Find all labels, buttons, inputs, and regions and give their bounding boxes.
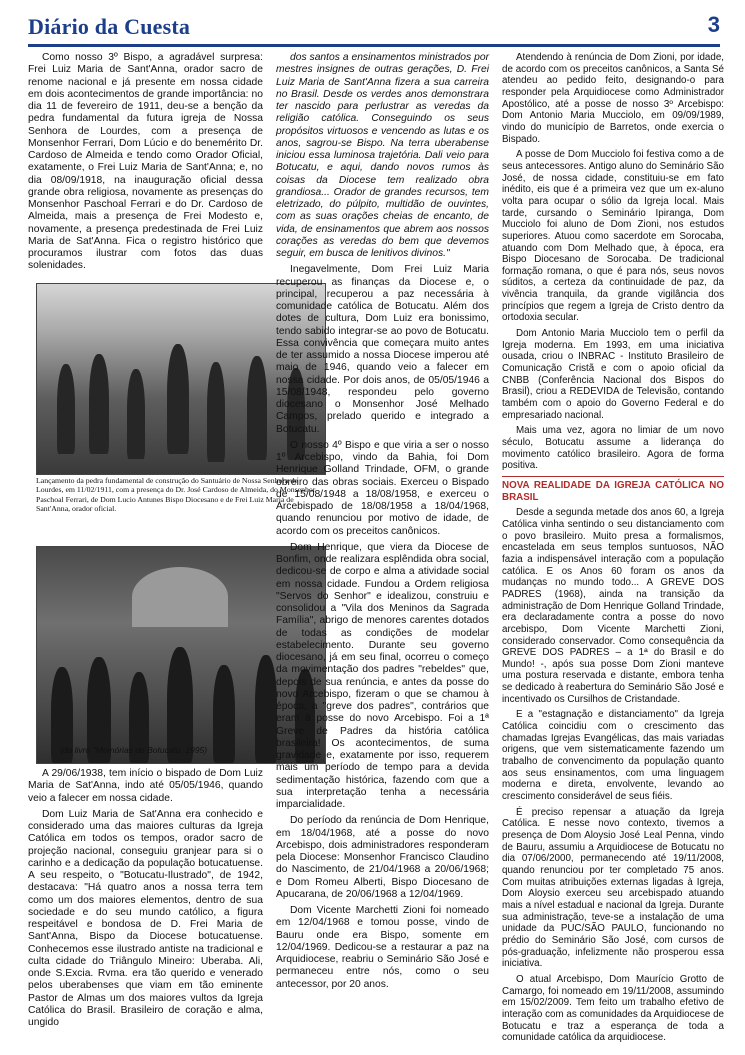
paragraph: Dom Antonio Maria Mucciolo tem o perfil da Igreja moderna. Em 1993, em uma iniciativa ousada, criou o INBRAC - Instituto Brasileiro de Comunicação Cristã e com o apoio oficial da CNBB (Conferência Nacional dos Bispos do Brasil), criou a REDEVIDA de Televisão, contando também com o apoio do Governo Federal e do empresariado nacional. [502, 328, 724, 421]
photo-source: (do livro "Memórias de Botucatu, 1995) [60, 745, 208, 755]
paragraph: Dom Henrique, que viera da Diocese de Bonfim, onde realizara esplêndida obra social, dedicou-se de corpo e alma a atividade social em nossa cidade. Fundou a Ordem religiosa "Servos do Senhor" e idealizou, construiu e consolidou a "Vila dos Meninos da Sagrada Família", abrigo de menores carentes dotados de todas as condições de modelar estabelecimento. Durante seu governo diocesano, já em seu final, ocorreu o começo da movimentação dos padres "rebeldes" que, depois de sua renúncia, e antes da posse do novo Arcebispo, fizeram o que se chamou à época, a "greve dos padres", contrários que eram à posse do novo Arcebispo. Foi a 1ª Greve de Padres da história católica brasileira! Os acontecimentos, de suma gravidade e, exatamente por isso, requerem mais um período de tempo para a devida sedimentação histórica, fazendo com que a sua interpretação tenha a necessária imparcialidade. [276, 541, 489, 810]
column-3 [502, 52, 724, 1048]
paragraph: O nosso 4º Bispo e que viria a ser o nosso 1º Arcebispo, vindo da Bahia, foi Dom Henrique Golland Trindade, OFM, o grande obreiro das obras sociais. Exerceu o Bispado de 15/08/1948 a 18/08/1958, e exerceu o Arcebispado de 18/08/1958 a 18/04/1968, quando renunciou por motivo de idade, de acordo com os preceitos canônicos. [276, 439, 489, 537]
paragraph: A 29/06/1938, tem início o bispado de Dom Luiz Maria de Sat'Anna, indo até 05/05/1946, quando veio a falecer em nossa cidade. [28, 768, 263, 804]
paragraph: Desde a segunda metade dos anos 60, a Igreja Católica vinha sentindo o seu distanciamento com o povo brasileiro. Muito presa a formalismos, encastelada em seus templos suntuosos, NÃO fazia a indispensável interação com a população católica. E os Anos 60 foram os anos da mudanças no mundo todo... A GREVE DOS PADRES (1968), ainda na transição da administração de Dom Henrique Golland Trindade, era declaradamente contra a posse do novo arcebispo, Dom Vicente Marchetti Zioni, considerado conservador. Como consequência da GREVE DOS PADRES – a 1ª do Brasil e do Mundo! -, após sua posse Dom Zioni manteve uma postura reservada e distante, embora tenha se dedicado à reabertura do Seminário São José e incentivado os Cursilhos de Cristandade. [502, 507, 724, 705]
section-heading: NOVA REALIDADE DA IGREJA CATÓLICA NO BRASIL [502, 476, 724, 503]
page-number: 3 [707, 12, 720, 37]
paragraph: Dom Luiz Maria de Sat'Anna era conhecido e considerado uma das maiores culturas da Igreja Católica em todos os tempos, orador sacro de projeção nacional, conseguiu granjear para si o carinho e a dedicação da população botucatuense. A seu respeito, o "Botucatu-Ilustrado", de 1942, destacava: "Há quatro anos a nossa terra tem como um dos maiores elementos, dentro de sua sociedade e do seu mundo católico, a figura respeitável e bondosa de D. Frei Maria de Sant'Anna, Bispo da Diocese botucatuense. Conhecemos esse ilustrado antiste na tradicional e culta cidade do Triângulo Mineiro: Uberaba. Ali, onde S.Excia. Rvma. era tão querido e venerado pelos uberabenses que viam em tão eminente Pastor de Almas um dos maiores vultos da Igreja Católica do Brasil. Brasileiro de coração e alma, ungido [28, 808, 263, 1028]
paragraph: Do período da renúncia de Dom Henrique, em 18/04/1968, até a posse do novo Arcebispo, dois administradores responderam pela Diocese: Monsenhor Francisco Claudino do Nascimento, de 21/04/1968 a 20/06/1968; e Dom Romeu Alberti, Bispo Diocesano de Apucarana, de 20/06/1968 a 12/04/1969. [276, 815, 489, 900]
paragraph: Mais uma vez, agora no limiar de um novo século, Botucatu assume a liderança do movimento católico brasileiro. Agora de forma positiva. [502, 425, 724, 472]
column-2 [276, 52, 489, 995]
header-rule [28, 44, 720, 47]
column-1-top [28, 52, 263, 277]
paragraph: Atendendo à renúncia de Dom Zioni, por idade, de acordo com os preceitos canônicos, a Santa Sé atendeu ao pedido feito, designando-o para responder pela Arquidiocese como Administrador Apostólico, até a posse de nosso 3º Arcebispo: Dom Antonio Maria Mucciolo, em 09/09/1989, vindo do município de Barretos, onde exercia o Bispado. [502, 52, 724, 145]
paragraph: Inegavelmente, Dom Frei Luiz Maria recuperou as finanças da Diocese e, o principal, recuperou a paz necessária à comunidade católica de Botucatu. Além dos dotes de cultura, Dom Luiz era bonissimo, tendo sabido integrar-se ao povo de Botucatu. Essa convivência que começara muito antes de ter assumido a nossa Diocese imperou até maio de 1946, quando veio a falecer em nossa cidade. Por dois anos, de 05/05/1946 a 15/08/1948, respondeu pelo governo diocesano o Monsenhor José Melhado Campos, prelado querido e integrado a Botucatu. [276, 264, 489, 435]
column-1-bottom [28, 768, 263, 1033]
paragraph: dos santos a ensinamentos ministrados por mestres insignes de outras gerações, D. Frei Luiz Maria de Sant'Anna fizera a sua carreira no Brasil. Desde os verdes anos demonstrara ter nascido para perlustrar as veredas da religião católica. Conseguindo os seus propósitos virtuosos e vencendo as lutas e os anos, sagrou-se Bispo. Na terra uberabense iniciou essa luminosa trajetória. Dali veio para Botucatu, e aqui, dando novos rumos às coisas da Diocese tem realizado obra grandiosa... Orador de grandes recursos, tem eletrizado, do púlpito, multidão de ouvintes, com as suas orações cheias de encanto, de vida, de ensinamentos que abrem aos nossos corações as veredas do bem que devemos seguir, em busca de lenitivos divinos." [276, 52, 489, 259]
newspaper-title: Diário da Cuesta [28, 14, 191, 39]
page-header [28, 14, 720, 42]
paragraph: E a "estagnação e distanciamento" da Igreja Católica coincidiu com o crescimento das chamadas Igrejas Evangélicas, das mais variadas origens, que vem sistematicamente fazendo um trabalho de convencimento da população quanto aos seus ensinamentos, com uma linguagem moderna e direta, envolvente, levando ao crescimento considerável de seus fiéis. [502, 709, 724, 803]
paragraph: A posse de Dom Mucciolo foi festiva como a de seus antecessores. Antigo aluno do Seminário São José, de nossa cidade, constituiu-se em fato inédito, eis que é a primeira vez que um ex-aluno volta para ocupar o sólio da Igreja local. Mais tarde, cursando o Seminário Ipiranga, Dom Mucciolo foi aluno de Dom Zioni, nos estudos superiores. Atuou como sacerdote em Sorocaba, atuando com Dom Melhado que, à época, era Bispo Diocesano de Sorocaba. De tradicional formação romana, o que é para nós, seus novos súditos, a certeza da continuidade de paz, da vivência tranquila, da grande vigilância dos princípios que regem a Igreja de Cristo dentro da ortodoxia secular. [502, 149, 724, 324]
paragraph: Como nosso 3º Bispo, a agradável surpresa: Frei Luiz Maria de Sant'Anna, orador sacro de renome nacional e já presente em nossa cidade em dois acontecimentos de grande importância: no dia 11 de fevereiro de 1911, deu-se a benção da pedra fundamental da futura igreja de Nossa Senhora de Lourdes, com a presença de Monsenhor Ferrari, Dom Lúcio e do benemérito Dr. Cardoso de Almeida e tendo como Orador Oficial, exatamente, o Frei Luiz Maria de Sant'Anna; e, no dia 08/09/1918, na inauguração oficial dessa grande obra religiosa, novamente as presenças do Monsenhor Paschoal Ferrari e do Dr. Cardoso de Almeida, mais a presença de Frei Modesto e, novamente, a presença predestinada de Frei Luiz Maria de Sat'Anna. Fica o registro histórico que procuramos ilustrar com fotos das duas solenidades. [28, 52, 263, 272]
paragraph: É preciso repensar a atuação da Igreja Católica. E nesse novo contexto, tivemos a presença de Dom Aloysio José Leal Penna, vindo de Bauru, assumiu a Arquidiocese de Botucatu no dia 07/06/2000, permanecendo até 19/11/2008, quando renunciou por ter completado 75 anos. Com muitas atribuições externas ligadas à Igreja, Dom Aloysio exerceu seu arcebispado atuando mais a nível estadual e nacional da Igreja. Durante sua administração, teve-se a instalação de uma unidade da PUC/SÃO PAULO, funcionando no prédio do Seminário São José, com cursos de pós-graduação, infelizmente não prosperou essa iniciativa. [502, 806, 724, 970]
paragraph: Dom Vicente Marchetti Zioni foi nomeado em 12/04/1968 e tomou posse, vindo de Bauru onde era Bispo, somente em 12/04/1969. Dedicou-se a restaurar a paz na Arquidiocese, reabriu o Seminário São José e permaneceu entre nós, como o seu antecessor, por 20 anos. [276, 905, 489, 990]
paragraph: O atual Arcebispo, Dom Maurício Grotto de Camargo, foi nomeado em 19/11/2008, assumindo em 15/02/2009. Tem feito um trabalho efetivo de interação com as comunidades da Arquidiocese de Botucatu e traz a esperança de toda a comunidade católica da arquidiocese. [502, 973, 724, 1044]
photo-1-caption: Lançamento da pedra fundamental de construção do Santuário de Nossa Senhora de Lourdes, em 11/02/1911, com a presença do Dr. José Cardoso de Almeida, do Monsenhor Paschoal Ferrari, de Dom Lucio Antunes Bispo Diocesano e de Frei Luiz Maria de Sant'Anna, orador oficial. [36, 476, 316, 514]
